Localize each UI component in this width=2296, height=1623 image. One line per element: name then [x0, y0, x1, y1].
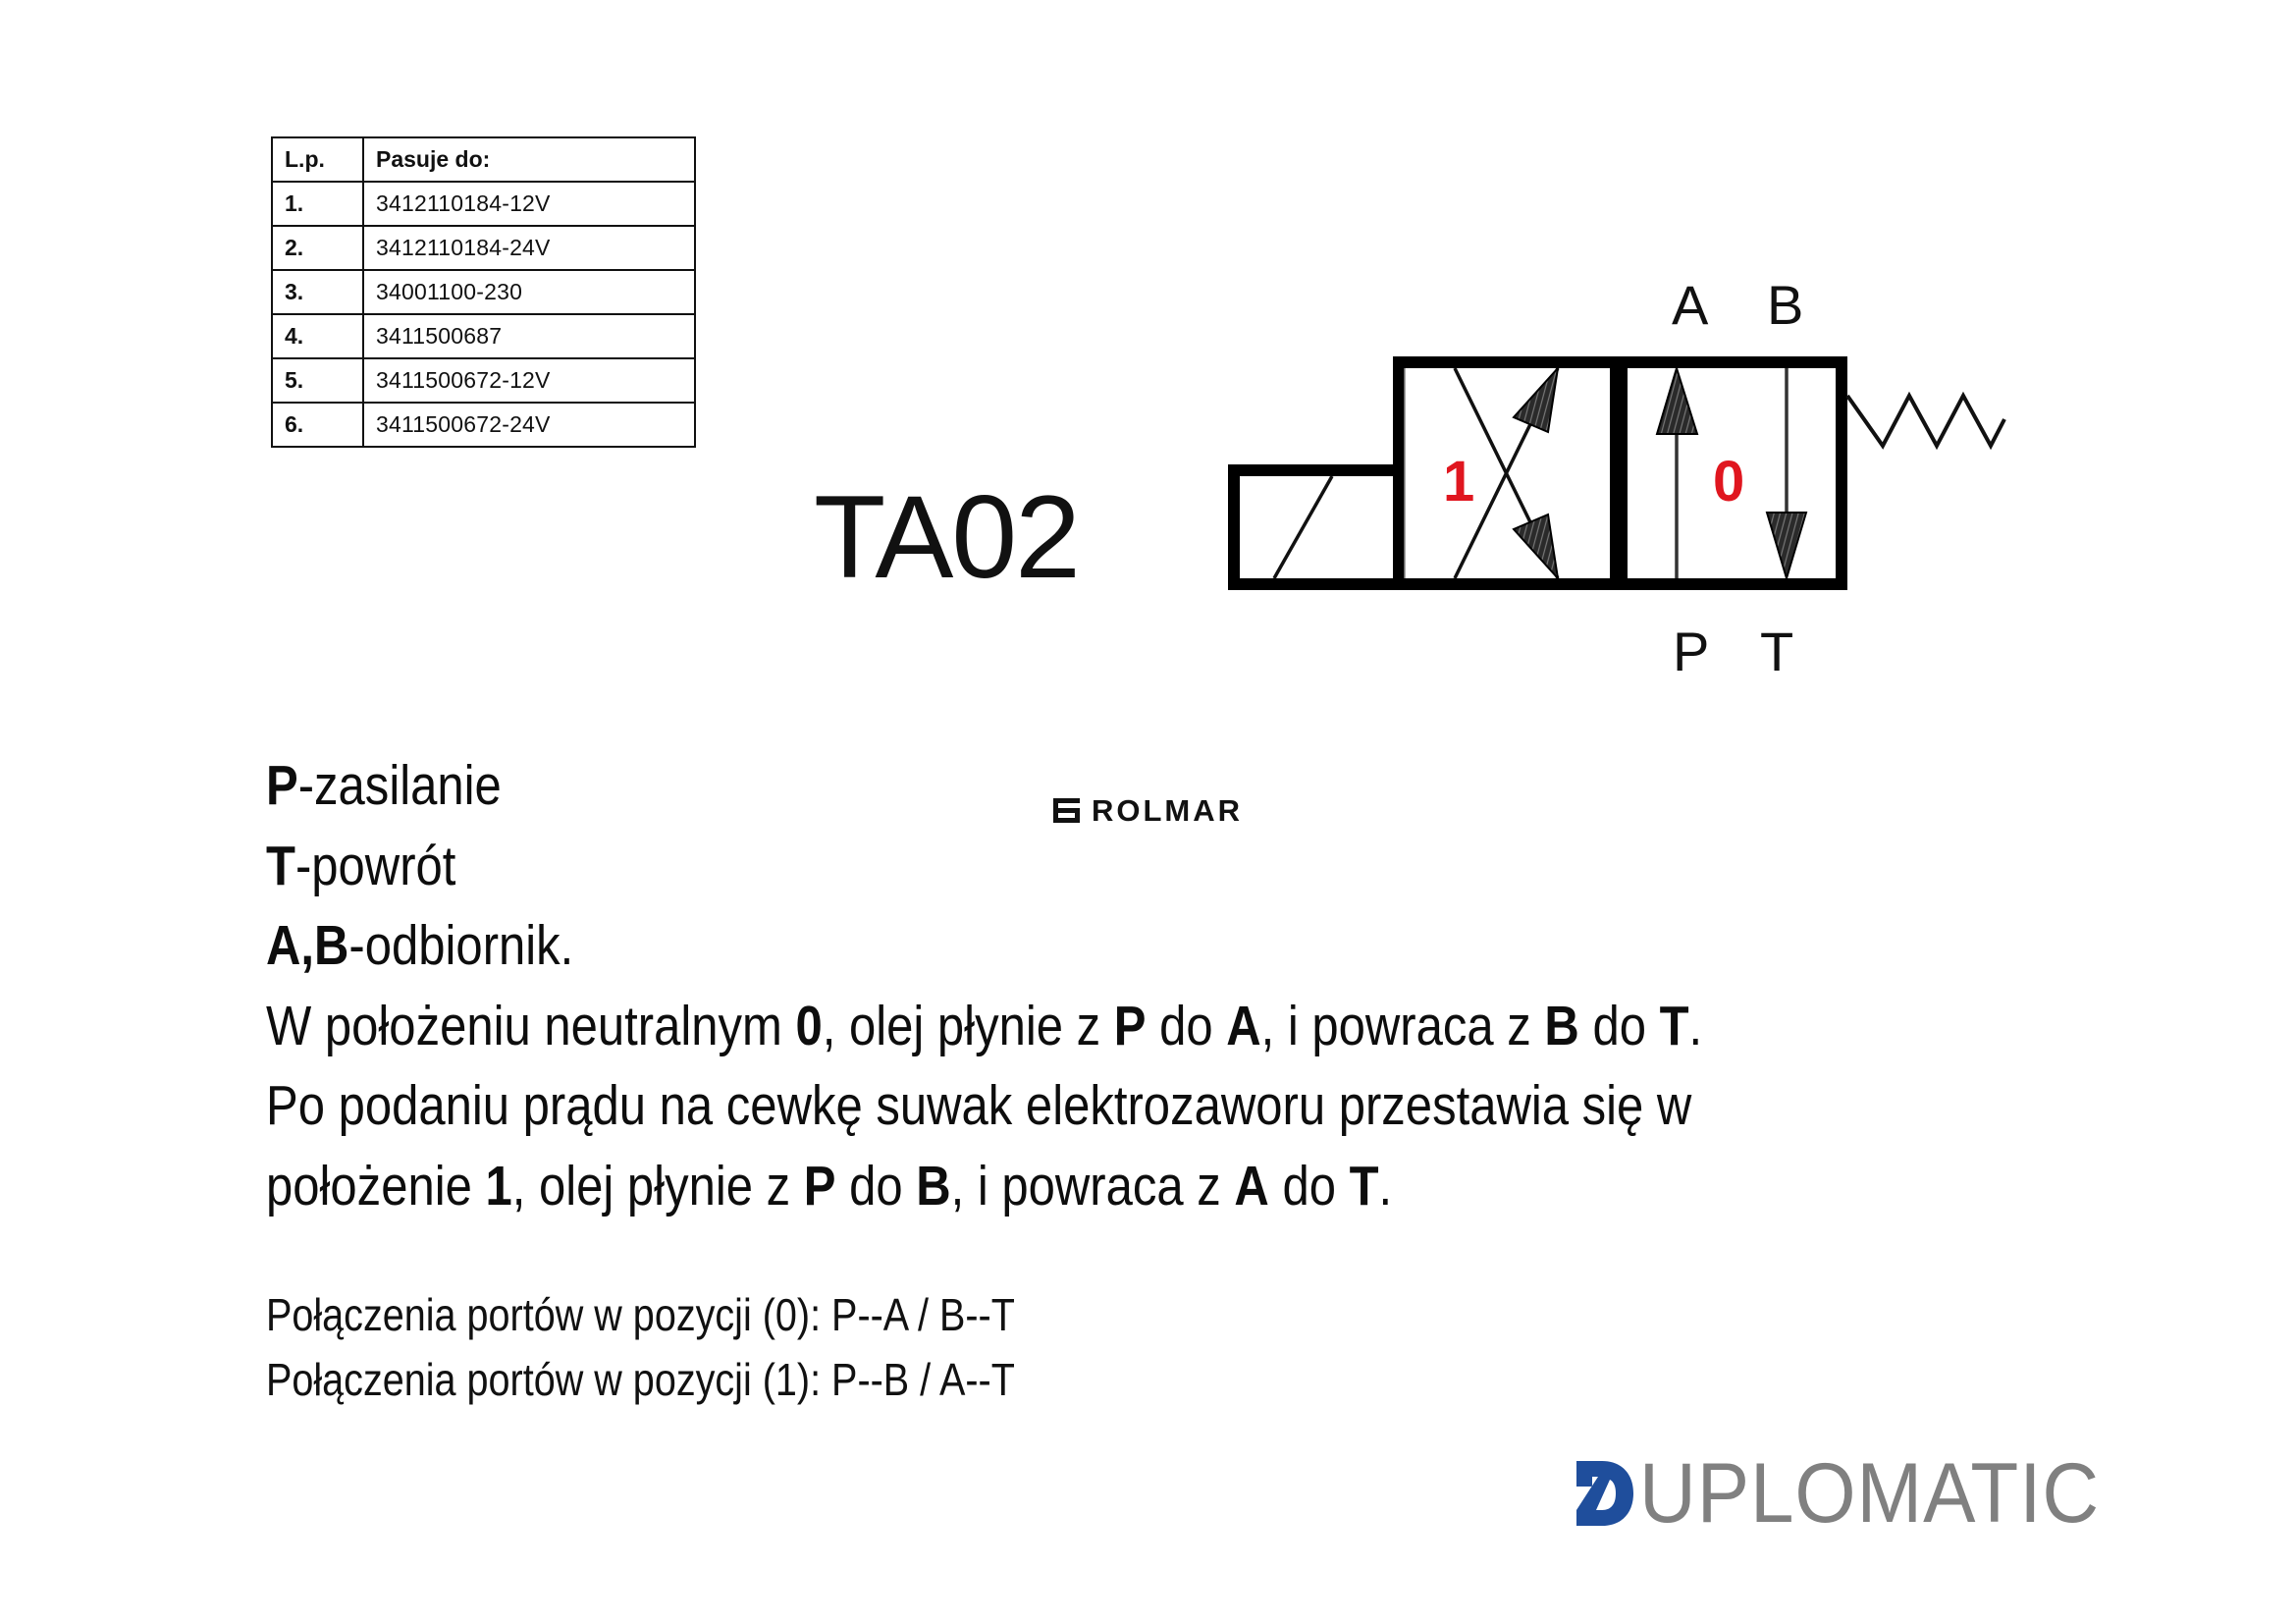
text-segment: , i powraca z: [950, 1154, 1235, 1217]
description-line-1: [266, 987, 1702, 1067]
part-code: 3411500687: [363, 314, 695, 358]
legend-text: -zasilanie: [297, 754, 502, 817]
description-line-2: Po podaniu prądu na cewkę suwak elektrozaworu przestawia się w: [266, 1074, 1692, 1137]
text-segment: , olej płynie z: [822, 994, 1114, 1057]
text-segment: do: [835, 1154, 917, 1217]
connections-position-0: Połączenia portów w pozycji (0): P--A / B--T: [266, 1289, 1015, 1340]
row-number: 1.: [272, 182, 363, 226]
text-segment: do: [1146, 994, 1227, 1057]
legend-ab: [266, 906, 1702, 987]
bold-term: 1: [485, 1154, 512, 1217]
connections-position-1: Połączenia portów w pozycji (1): P--B / A--T: [266, 1354, 1015, 1405]
position-1-label: 1: [1443, 450, 1475, 514]
text-segment: .: [1688, 994, 1703, 1057]
legend-text: -powrót: [294, 834, 456, 897]
text-segment: , olej płynie z: [511, 1154, 804, 1217]
return-spring-icon: [1847, 396, 2004, 446]
port-b-label: B: [1767, 274, 1804, 336]
text-segment: W położeniu neutralnym: [266, 994, 796, 1057]
duplomatic-d-icon: [1576, 1461, 1633, 1526]
solenoid-coil-icon: [1234, 470, 1399, 584]
bold-term: P: [1113, 994, 1147, 1057]
text-segment: do: [1578, 994, 1660, 1057]
part-code: 3411500672-12V: [363, 358, 695, 403]
part-code: 3411500672-24V: [363, 403, 695, 447]
row-number: 4.: [272, 314, 363, 358]
bold-term: T: [1349, 1154, 1379, 1217]
legend-key: A,B: [266, 914, 349, 977]
port-connections: [266, 1282, 1137, 1412]
row-number: 3.: [272, 270, 363, 314]
header-lp: L.p.: [272, 137, 363, 182]
position-0-label: 0: [1713, 450, 1745, 514]
duplomatic-logo-text: UPLOMATIC: [1639, 1446, 2101, 1541]
bold-term: P: [803, 1154, 836, 1217]
bold-term: T: [1659, 994, 1689, 1057]
part-code: 3412110184-24V: [363, 226, 695, 270]
header-fits: Pasuje do:: [363, 137, 695, 182]
text-segment: do: [1268, 1154, 1350, 1217]
port-t-label: T: [1760, 621, 1794, 682]
rolmar-logo-text: ROLMAR: [1092, 792, 1244, 828]
legend-key: T: [266, 834, 295, 897]
description-line-3: [266, 1147, 1702, 1227]
port-p-label: P: [1673, 621, 1710, 682]
port-a-label: A: [1672, 274, 1709, 336]
legend-t: [266, 827, 1702, 907]
row-number: 6.: [272, 403, 363, 447]
legend-key: P: [266, 754, 298, 817]
text-segment: położenie: [266, 1154, 486, 1217]
row-number: 2.: [272, 226, 363, 270]
duplomatic-logo: [1576, 1446, 2134, 1541]
bold-term: B: [916, 1154, 951, 1217]
text-segment: .: [1378, 1154, 1393, 1217]
row-number: 5.: [272, 358, 363, 403]
part-code: 3412110184-12V: [363, 182, 695, 226]
text-segment: , i powraca z: [1260, 994, 1545, 1057]
bold-term: B: [1544, 994, 1579, 1057]
legend-p: [266, 746, 1702, 827]
bold-term: A: [1234, 1154, 1269, 1217]
description-block: [266, 746, 1936, 1226]
valve-type-title: TA02: [814, 471, 1079, 603]
bold-term: 0: [795, 994, 823, 1057]
part-code: 34001100-230: [363, 270, 695, 314]
legend-text: -odbiornik.: [348, 914, 574, 977]
bold-term: A: [1226, 994, 1261, 1057]
